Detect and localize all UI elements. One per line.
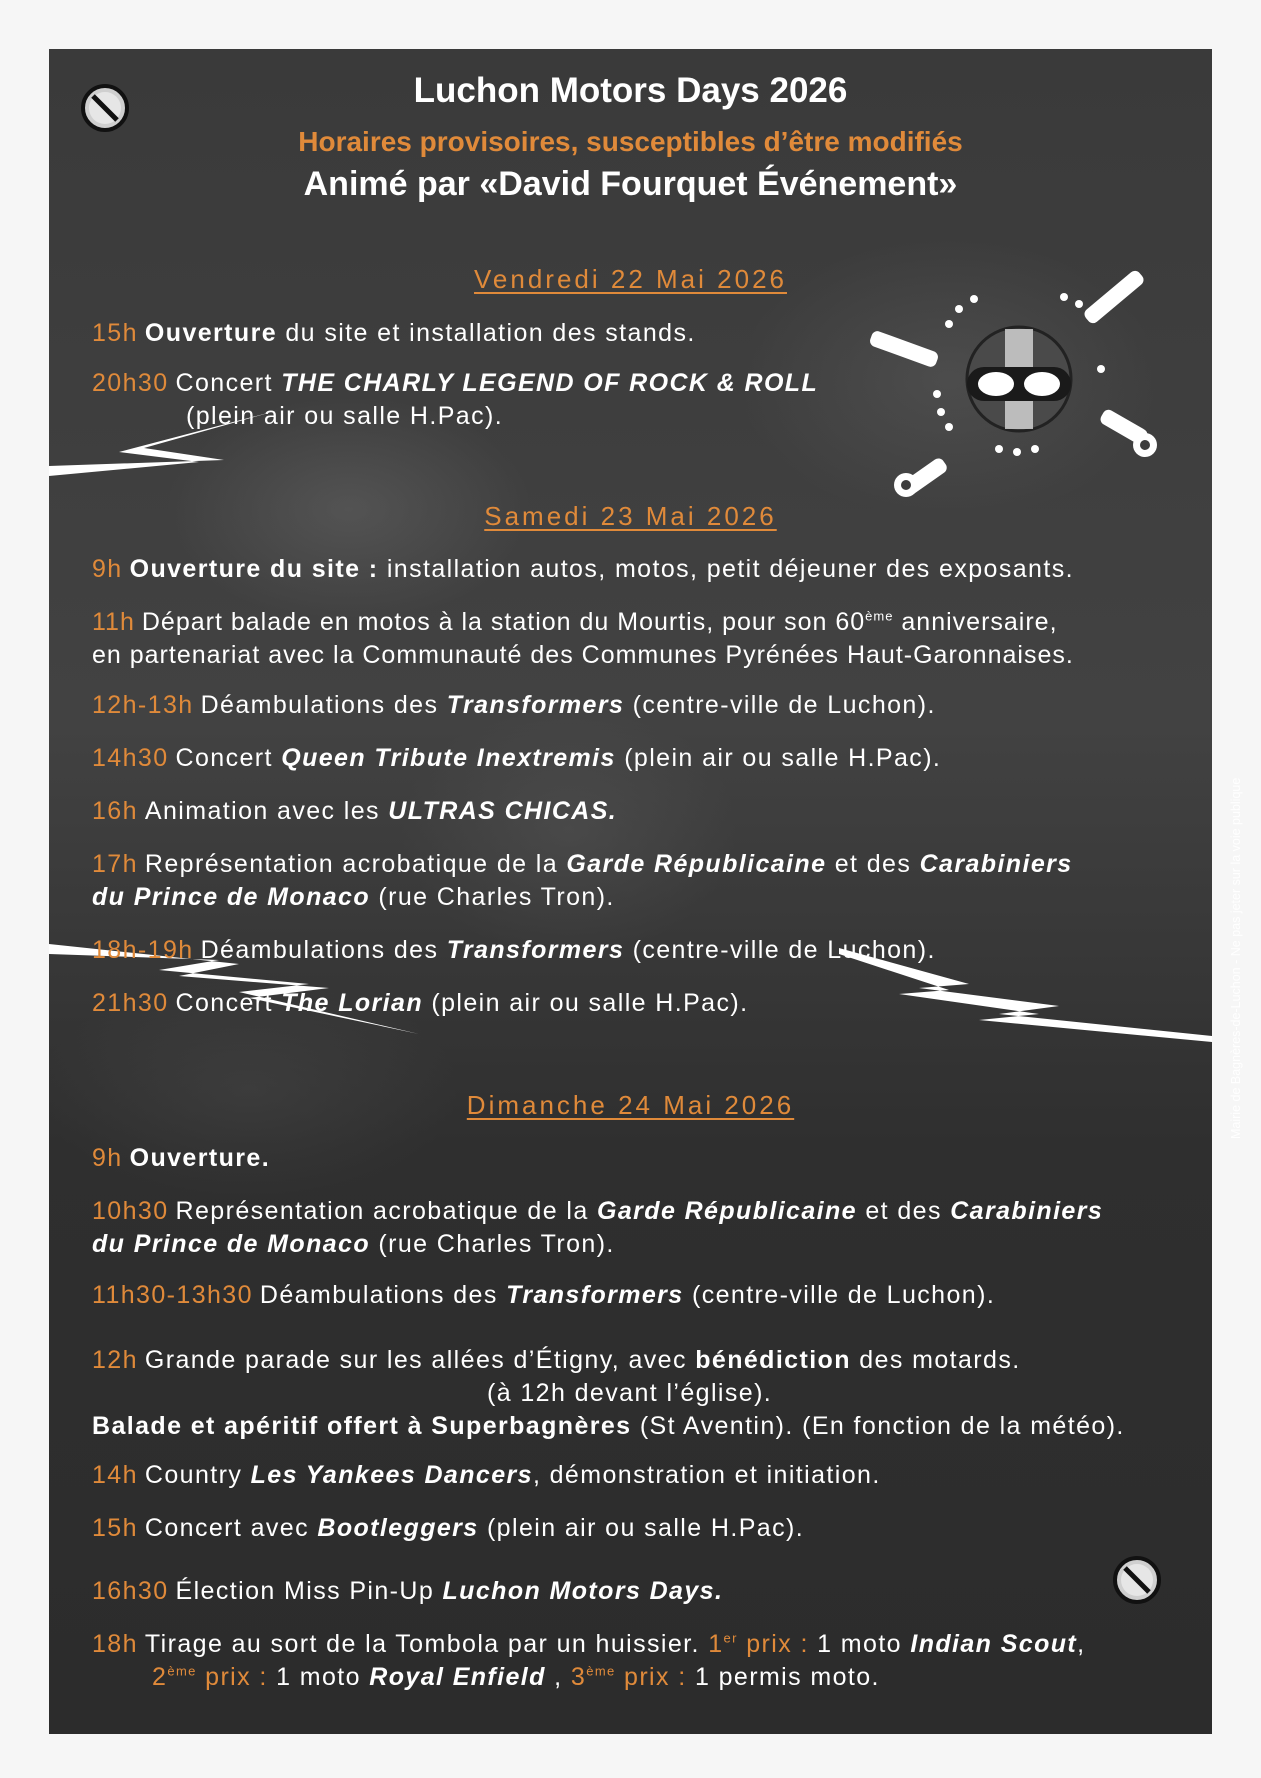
entry-time: 14h30 [92, 744, 169, 772]
entry-text: Déambulations des [200, 936, 447, 964]
entry-time: 16h30 [92, 1577, 169, 1605]
entry-highlight: Bootleggers [317, 1514, 479, 1542]
entry-highlight: ULTRAS CHICAS. [388, 797, 618, 825]
entry-highlight: Ouverture. [129, 1144, 271, 1172]
entry-highlight: Transformers [446, 691, 625, 719]
page-title: Luchon Motors Days 2026 [413, 71, 848, 110]
prize-rank-sup: ème [586, 1663, 616, 1679]
schedule-entry [92, 317, 696, 350]
entry-highlight: Ouverture du site : [129, 555, 379, 583]
animator-line: Animé par «David Fourquet Événement» [303, 165, 958, 203]
entry-time: 10h30 [92, 1197, 169, 1225]
entry-highlight: bénédiction [695, 1346, 851, 1374]
prize-rank-sup: er [723, 1630, 738, 1646]
entry-text-line2: en partenariat avec la Communauté des Communes Pyrénées Haut-Garonnaises. [92, 641, 1074, 669]
schedule-entry [92, 689, 936, 722]
side-note: Mairie de Bagnères-de-Luchon - Ne pas jeter sur la voie publique [1229, 777, 1243, 1139]
entry-text: (centre-ville de Luchon). [683, 1281, 996, 1309]
day-heading-sunday: Dimanche 24 Mai 2026 [466, 1090, 795, 1120]
schedule-entry [92, 1575, 723, 1608]
schedule-entry [92, 1344, 1125, 1443]
entry-text-line2: (à 12h devant l’église). [487, 1379, 773, 1407]
entry-highlight: Garde Républicaine [597, 1197, 857, 1225]
entry-time: 11h30-13h30 [92, 1281, 253, 1309]
entry-time: 21h30 [92, 989, 169, 1017]
entry-text: 1 permis moto. [686, 1663, 880, 1691]
entry-text: Concert [175, 369, 282, 397]
prize-rank: 1 [708, 1630, 724, 1658]
entry-time: 11h [92, 608, 135, 636]
entry-highlight-line3: Balade et apéritif offert à Superbagnères [92, 1412, 632, 1440]
entry-text: installation autos, motos, petit déjeuner des exposants. [378, 555, 1074, 583]
entry-highlight-line2: du Prince de Monaco [92, 1230, 371, 1258]
entry-text: 1 moto [808, 1630, 911, 1658]
poster [49, 49, 1243, 1734]
entry-text: Tirage au sort de la Tombola par un huissier. [144, 1630, 709, 1658]
entry-highlight: Carabiniers [919, 850, 1073, 878]
entry-text: Animation avec les [144, 797, 389, 825]
prize-label: prix : [615, 1663, 687, 1691]
schedule-entry [92, 367, 818, 433]
entry-time: 18h [92, 1630, 138, 1658]
entry-highlight: Garde Républicaine [566, 850, 827, 878]
day-heading-friday: Vendredi 22 Mai 2026 [474, 264, 787, 294]
entry-text: (plein air ou salle H.Pac). [615, 744, 942, 772]
entry-time: 17h [92, 850, 138, 878]
entry-time: 14h [92, 1461, 138, 1489]
schedule-entry [92, 1512, 804, 1545]
entry-highlight: Carabiniers [950, 1197, 1104, 1225]
entry-text: et des [857, 1197, 951, 1225]
no-entry-icon [1112, 1555, 1162, 1605]
entry-highlight: The Lorian [281, 989, 424, 1017]
page-subtitle: Horaires provisoires, susceptibles d’être modifiés [298, 126, 963, 157]
entry-text: (centre-ville de Luchon). [624, 691, 936, 719]
entry-text: , [1077, 1630, 1086, 1658]
schedule-entry [92, 1195, 1103, 1261]
entry-text-line2: (rue Charles Tron). [370, 1230, 615, 1258]
entry-text: Grande parade sur les allées d’Étigny, avec [144, 1346, 696, 1374]
entry-time: 18h-19h [92, 936, 194, 964]
entry-text-line3: (St Aventin). (En fonction de la météo). [631, 1412, 1125, 1440]
entry-highlight: Transformers [446, 936, 625, 964]
entry-text: anniversaire, [893, 608, 1058, 636]
schedule-entry [92, 1279, 995, 1312]
schedule-entry [92, 987, 748, 1020]
entry-highlight-line2: du Prince de Monaco [92, 883, 371, 911]
entry-time: 20h30 [92, 369, 169, 397]
entry-highlight: Queen Tribute Inextremis [281, 744, 616, 772]
schedule-entry [92, 934, 936, 967]
entry-time: 15h [92, 1514, 138, 1542]
entry-text: (plein air ou salle H.Pac). [478, 1514, 805, 1542]
entry-text: (plein air ou salle H.Pac). [423, 989, 749, 1017]
entry-text: Élection Miss Pin-Up [175, 1577, 443, 1605]
prize-label: prix : [737, 1630, 809, 1658]
entry-highlight: Les Yankees Dancers [250, 1461, 533, 1489]
entry-highlight: Luchon Motors Days. [442, 1577, 724, 1605]
entry-text: et des [826, 850, 920, 878]
entry-text: Concert [175, 744, 282, 772]
schedule-entry [92, 848, 1073, 914]
entry-time: 9h [92, 555, 123, 583]
entry-time: 12h [92, 1346, 138, 1374]
entry-text: des motards. [850, 1346, 1021, 1374]
entry-text: Représentation acrobatique de la [175, 1197, 597, 1225]
entry-text: , [545, 1663, 571, 1691]
entry-highlight: Transformers [506, 1281, 684, 1309]
entry-time: 16h [92, 797, 138, 825]
prize-rank-sup: ème [167, 1663, 197, 1679]
entry-text: Représentation acrobatique de la [144, 850, 567, 878]
schedule-entry [92, 795, 617, 828]
prize-rank: 3 [570, 1663, 587, 1691]
entry-highlight: THE CHARLY LEGEND OF ROCK & ROLL [281, 369, 819, 397]
entry-highlight: Ouverture [144, 319, 278, 347]
prize-rank: 2 [152, 1663, 168, 1691]
entry-text: 1 moto [267, 1663, 370, 1691]
entry-text: (centre-ville de Luchon). [624, 936, 936, 964]
schedule-entry [92, 606, 1074, 672]
schedule-entry [92, 1459, 881, 1492]
schedule-entry [92, 742, 941, 775]
entry-time: 9h [92, 1144, 123, 1172]
entry-sup: ème [865, 608, 894, 624]
entry-time: 15h [92, 319, 138, 347]
prize-label: prix : [196, 1663, 268, 1691]
entry-text: Départ balade en motos à la station du Mourtis, pour son 60 [141, 608, 866, 636]
entry-text: Concert [175, 989, 282, 1017]
entry-time: 12h-13h [92, 691, 194, 719]
entry-text: Country [144, 1461, 251, 1489]
entry-text: Déambulations des [200, 691, 447, 719]
entry-text-line2: (plein air ou salle H.Pac). [186, 402, 504, 430]
schedule-entry [92, 1628, 1086, 1694]
entry-highlight: Royal Enfield [369, 1663, 546, 1691]
entry-text-line2: (rue Charles Tron). [370, 883, 615, 911]
entry-text: du site et installation des stands. [277, 319, 696, 347]
entry-text: Concert avec [144, 1514, 318, 1542]
schedule-entry [92, 553, 1074, 586]
entry-highlight: Indian Scout [910, 1630, 1078, 1658]
day-heading-saturday: Samedi 23 Mai 2026 [484, 501, 777, 531]
schedule-entry [92, 1142, 270, 1175]
entry-text: , démonstration et initiation. [532, 1461, 881, 1489]
entry-text: Déambulations des [259, 1281, 507, 1309]
